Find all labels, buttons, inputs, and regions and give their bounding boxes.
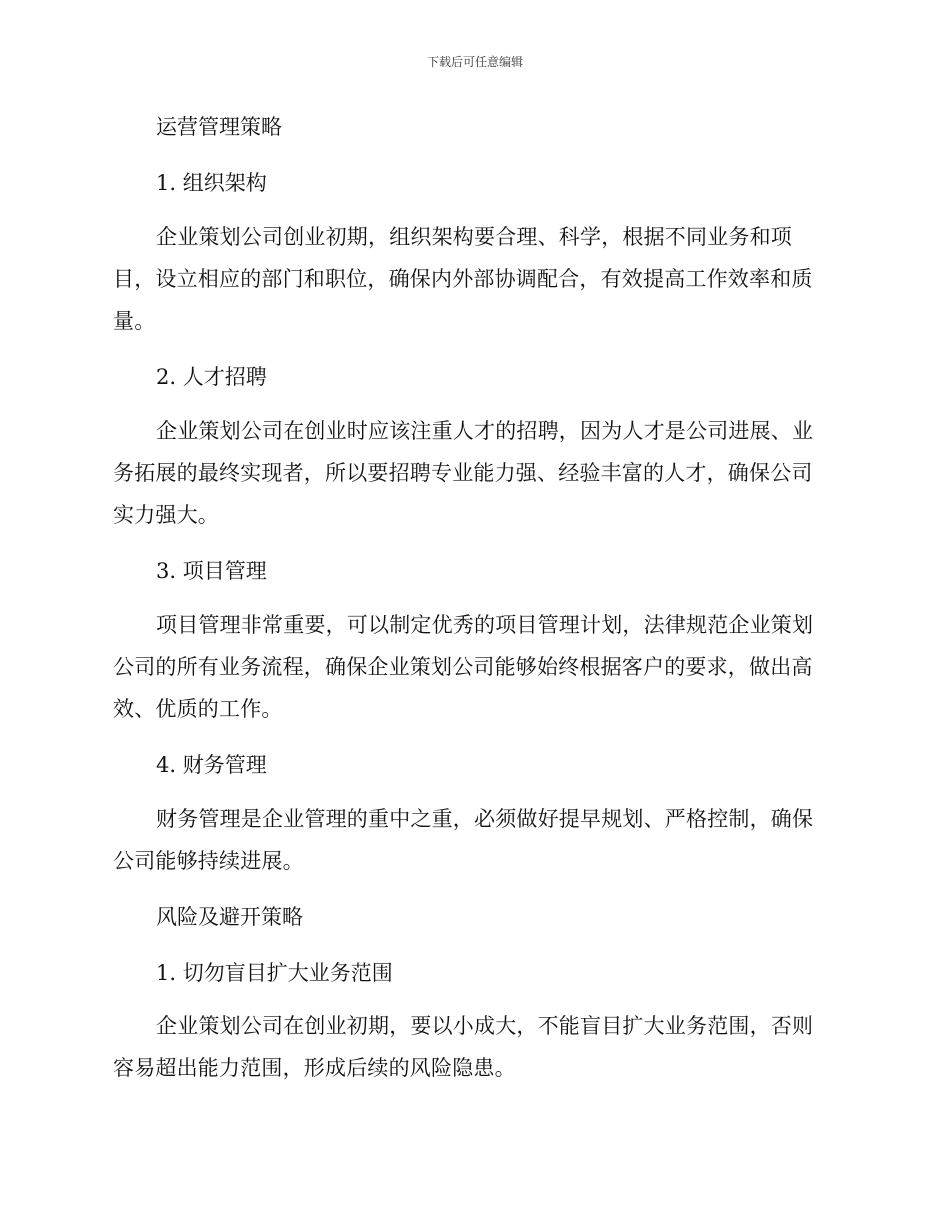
subheading-recruitment: 2. 人才招聘 xyxy=(156,365,267,389)
section-title-operations: 运营管理策略 xyxy=(156,115,282,139)
page-header: 下载后可任意编辑 xyxy=(426,55,523,69)
subheading-organization: 1. 组织架构 xyxy=(156,171,267,195)
subheading-finance: 4. 财务管理 xyxy=(156,753,267,777)
paragraph-recruitment: 企业策划公司在创业时应该注重人才的招聘，因为人才是公司进展、业务拓展的最终实现者，所以要招聘专业能力强、经验丰富的人才，确保公司实力强大。 xyxy=(113,419,814,527)
paragraph-finance: 财务管理是企业管理的重中之重，必须做好提早规划、严格控制，确保公司能够持续进展。 xyxy=(113,807,814,873)
paragraph-organization: 企业策划公司创业初期，组织架构要合理、科学，根据不同业务和项目，设立相应的部门和职位，确保内外部协调配合，有效提高工作效率和质量。 xyxy=(113,225,813,333)
paragraph-business-scope: 企业策划公司在创业初期，要以小成大，不能盲目扩大业务范围，否则容易超出能力范围，形成后续的风险隐患。 xyxy=(113,1014,814,1080)
section-title-risk: 风险及避开策略 xyxy=(156,905,303,929)
subheading-project-management: 3. 项目管理 xyxy=(156,559,267,583)
subheading-business-scope: 1. 切勿盲目扩大业务范围 xyxy=(156,961,393,985)
paragraph-project-management: 项目管理非常重要，可以制定优秀的项目管理计划，法律规范企业策划公司的所有业务流程，确保企业策划公司能够始终根据客户的要求，做出高效、优质的工作。 xyxy=(113,613,814,721)
